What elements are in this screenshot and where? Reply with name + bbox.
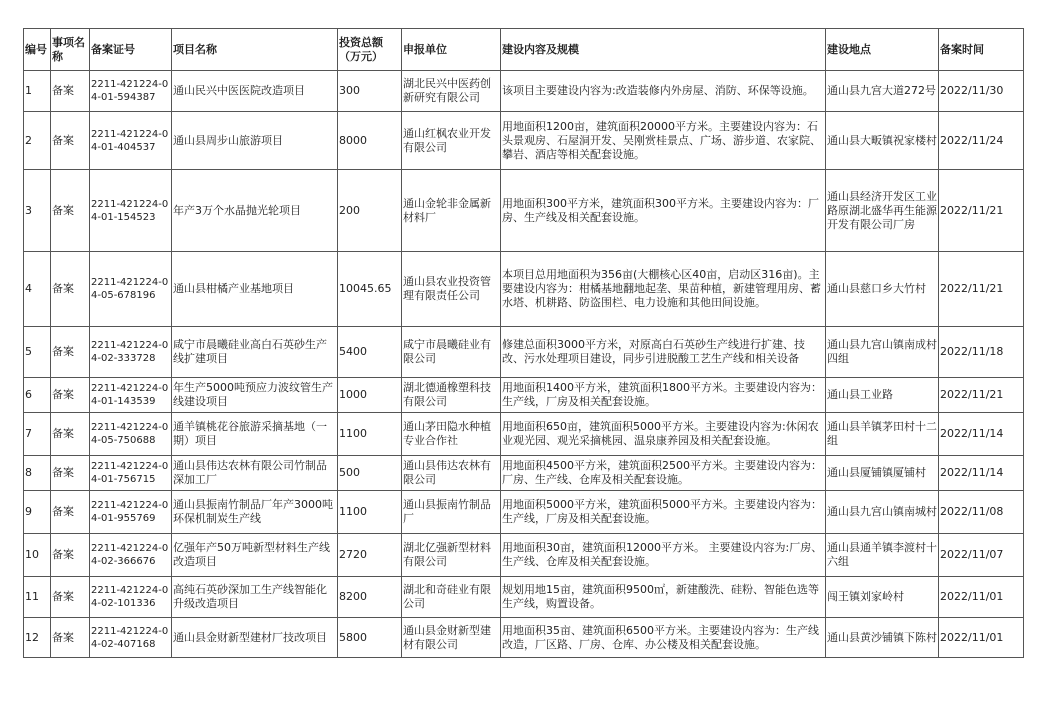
header-applicant: 申报单位 — [402, 29, 501, 71]
cell-filing-id: 2211-421224-04-01-594387 — [90, 71, 172, 112]
cell-location: 通山县经济开发区工业路原湖北盛华再生能源开发有限公司厂房 — [826, 170, 939, 252]
cell-project-name: 年生产5000吨预应力波纹管生产线建设项目 — [172, 378, 338, 413]
header-location: 建设地点 — [826, 29, 939, 71]
cell-item-name: 备案 — [51, 534, 90, 577]
cell-applicant: 通山金轮非金属新材料厂 — [402, 170, 501, 252]
table-row — [24, 252, 1024, 327]
cell-applicant: 通山茅田隐水种植专业合作社 — [402, 413, 501, 456]
cell-location: 通山县羊镇茅田村十二组 — [826, 413, 939, 456]
cell-location: 通山县工业路 — [826, 378, 939, 413]
header-content: 建设内容及规模 — [501, 29, 826, 71]
table-row — [24, 618, 1024, 658]
cell-investment: 1000 — [338, 378, 402, 413]
cell-filing-id: 2211-421224-04-02-101336 — [90, 577, 172, 618]
table-row — [24, 327, 1024, 378]
cell-number: 10 — [24, 534, 51, 577]
cell-investment: 10045.65 — [338, 252, 402, 327]
cell-filing-id: 2211-421224-04-01-955769 — [90, 491, 172, 534]
cell-content: 本项目总用地面积为356亩(大棚核心区40亩，启动区316亩)。主要建设内容为：柑橘基地翻地起垄、果苗种植，新建管理用房、蓄水塔、机耕路、防盗围栏、电力设施和其他田间设施。 — [501, 252, 826, 327]
cell-project-name: 通山县柑橘产业基地项目 — [172, 252, 338, 327]
project-filing-table — [23, 28, 1024, 658]
table-row — [24, 491, 1024, 534]
table-row — [24, 456, 1024, 491]
cell-item-name: 备案 — [51, 170, 90, 252]
cell-content: 用地面积30亩，建筑面积12000平方米。 主要建设内容为:厂房、生产线、仓库及相关配套设施。 — [501, 534, 826, 577]
cell-item-name: 备案 — [51, 577, 90, 618]
cell-filing-id: 2211-421224-04-05-678196 — [90, 252, 172, 327]
cell-item-name: 备案 — [51, 378, 90, 413]
cell-location: 通山县九宫大道272号 — [826, 71, 939, 112]
cell-investment: 5800 — [338, 618, 402, 658]
cell-location: 通山县大畈镇祝家楼村 — [826, 112, 939, 170]
cell-content: 用地面积1200亩，建筑面积20000平方米。主要建设内容为：石头景观房、石屋洞开发、吴刚赏桂景点、广场、游步道、农家院、攀岩、酒店等相关配套设施。 — [501, 112, 826, 170]
cell-number: 9 — [24, 491, 51, 534]
cell-investment: 8000 — [338, 112, 402, 170]
cell-location: 通山县慈口乡大竹村 — [826, 252, 939, 327]
cell-investment: 300 — [338, 71, 402, 112]
cell-date: 2022/11/08 — [939, 491, 1024, 534]
cell-date: 2022/11/01 — [939, 618, 1024, 658]
cell-item-name: 备案 — [51, 491, 90, 534]
header-number: 编号 — [24, 29, 51, 71]
cell-date: 2022/11/21 — [939, 378, 1024, 413]
cell-number: 5 — [24, 327, 51, 378]
cell-investment: 2720 — [338, 534, 402, 577]
cell-project-name: 亿强年产50万吨新型材料生产线改造项目 — [172, 534, 338, 577]
cell-number: 7 — [24, 413, 51, 456]
cell-filing-id: 2211-421224-04-02-407168 — [90, 618, 172, 658]
cell-item-name: 备案 — [51, 327, 90, 378]
cell-project-name: 高纯石英砂深加工生产线智能化升级改造项目 — [172, 577, 338, 618]
cell-investment: 5400 — [338, 327, 402, 378]
cell-item-name: 备案 — [51, 456, 90, 491]
cell-filing-id: 2211-421224-04-02-333728 — [90, 327, 172, 378]
cell-location: 通山县九宫山镇南成村四组 — [826, 327, 939, 378]
cell-content: 用地面积4500平方米，建筑面积2500平方米。主要建设内容为：厂房、生产线、仓库及相关配套设施。 — [501, 456, 826, 491]
table-row — [24, 534, 1024, 577]
cell-date: 2022/11/01 — [939, 577, 1024, 618]
cell-item-name: 备案 — [51, 112, 90, 170]
cell-content: 用地面积35亩、建筑面积6500平方米。主要建设内容为：生产线改造，厂区路、厂房、仓库、办公楼及相关配套设施。 — [501, 618, 826, 658]
cell-location: 通山县九宫山镇南城村 — [826, 491, 939, 534]
cell-date: 2022/11/18 — [939, 327, 1024, 378]
cell-number: 4 — [24, 252, 51, 327]
cell-applicant: 通山县农业投资管理有限责任公司 — [402, 252, 501, 327]
cell-item-name: 备案 — [51, 252, 90, 327]
cell-date: 2022/11/14 — [939, 456, 1024, 491]
cell-applicant: 通山县振南竹制品厂 — [402, 491, 501, 534]
header-project-name: 项目名称 — [172, 29, 338, 71]
cell-location: 通山县黄沙铺镇下陈村 — [826, 618, 939, 658]
cell-number: 6 — [24, 378, 51, 413]
cell-date: 2022/11/07 — [939, 534, 1024, 577]
cell-applicant: 湖北民兴中医药创新研究有限公司 — [402, 71, 501, 112]
cell-applicant: 通山县金财新型建材有限公司 — [402, 618, 501, 658]
table-row — [24, 413, 1024, 456]
header-date: 备案时间 — [939, 29, 1024, 71]
cell-content: 用地面积1400平方米，建筑面积1800平方米。主要建设内容为：生产线，厂房及相关配套设施。 — [501, 378, 826, 413]
cell-project-name: 年产3万个水晶抛光轮项目 — [172, 170, 338, 252]
cell-location: 通山县通羊镇李渡村十六组 — [826, 534, 939, 577]
cell-applicant: 湖北和奇硅业有限公司 — [402, 577, 501, 618]
cell-applicant: 咸宁市晨曦硅业有限公司 — [402, 327, 501, 378]
table-header-row — [24, 29, 1024, 71]
cell-project-name: 咸宁市晨曦硅业高白石英砂生产线扩建项目 — [172, 327, 338, 378]
cell-number: 11 — [24, 577, 51, 618]
cell-project-name: 通羊镇桃花谷旅游采摘基地（一期）项目 — [172, 413, 338, 456]
table-body — [24, 71, 1024, 658]
cell-project-name: 通山县金财新型建材厂技改项目 — [172, 618, 338, 658]
cell-date: 2022/11/24 — [939, 112, 1024, 170]
cell-item-name: 备案 — [51, 413, 90, 456]
table-row — [24, 378, 1024, 413]
cell-filing-id: 2211-421224-04-02-366676 — [90, 534, 172, 577]
table-row — [24, 71, 1024, 112]
cell-date: 2022/11/21 — [939, 170, 1024, 252]
table-row — [24, 577, 1024, 618]
cell-number: 3 — [24, 170, 51, 252]
cell-item-name: 备案 — [51, 618, 90, 658]
cell-investment: 1100 — [338, 491, 402, 534]
cell-number: 12 — [24, 618, 51, 658]
cell-investment: 500 — [338, 456, 402, 491]
table-row — [24, 112, 1024, 170]
cell-number: 8 — [24, 456, 51, 491]
cell-project-name: 通山县伟达农林有限公司竹制品深加工厂 — [172, 456, 338, 491]
cell-filing-id: 2211-421224-04-01-143539 — [90, 378, 172, 413]
cell-investment: 8200 — [338, 577, 402, 618]
cell-filing-id: 2211-421224-04-05-750688 — [90, 413, 172, 456]
cell-date: 2022/11/21 — [939, 252, 1024, 327]
table-row — [24, 170, 1024, 252]
cell-applicant: 通山红枫农业开发有限公司 — [402, 112, 501, 170]
cell-project-name: 通山民兴中医医院改造项目 — [172, 71, 338, 112]
cell-applicant: 通山县伟达农林有限公司 — [402, 456, 501, 491]
cell-content: 规划用地15亩，建筑面积9500㎡，新建酸洗、硅粉、智能色选等生产线，购置设备。 — [501, 577, 826, 618]
cell-date: 2022/11/14 — [939, 413, 1024, 456]
cell-filing-id: 2211-421224-04-01-404537 — [90, 112, 172, 170]
cell-number: 2 — [24, 112, 51, 170]
header-investment: 投资总额（万元） — [338, 29, 402, 71]
cell-investment: 200 — [338, 170, 402, 252]
cell-filing-id: 2211-421224-04-01-154523 — [90, 170, 172, 252]
cell-filing-id: 2211-421224-04-01-756715 — [90, 456, 172, 491]
cell-date: 2022/11/30 — [939, 71, 1024, 112]
cell-project-name: 通山县周步山旅游项目 — [172, 112, 338, 170]
header-item-name: 事项名称 — [51, 29, 90, 71]
cell-content: 该项目主要建设内容为:改造装修内外房屋、消防、环保等设施。 — [501, 71, 826, 112]
cell-location: 闯王镇刘家岭村 — [826, 577, 939, 618]
cell-number: 1 — [24, 71, 51, 112]
cell-content: 修建总面积3000平方米，对原高白石英砂生产线进行扩建、技改、污水处理项目建设，同步引进脱酸工艺生产线和相关设备 — [501, 327, 826, 378]
cell-investment: 1100 — [338, 413, 402, 456]
cell-content: 用地面积300平方米，建筑面积300平方米。主要建设内容为：厂房、生产线及相关配套设施。 — [501, 170, 826, 252]
cell-project-name: 通山县振南竹制品厂年产3000吨环保机制炭生产线 — [172, 491, 338, 534]
cell-content: 用地面积650亩，建筑面积5000平方米。主要建设内容为:休闲农业观光园、观光采摘桃园、温泉康养园及相关配套设施。 — [501, 413, 826, 456]
cell-applicant: 湖北德通橡塑科技有限公司 — [402, 378, 501, 413]
cell-applicant: 湖北亿强新型材料有限公司 — [402, 534, 501, 577]
cell-content: 用地面积5000平方米，建筑面积5000平方米。主要建设内容为：生产线，厂房及相关配套设施。 — [501, 491, 826, 534]
cell-item-name: 备案 — [51, 71, 90, 112]
cell-location: 通山县厦铺镇厦铺村 — [826, 456, 939, 491]
header-filing-id: 备案证号 — [90, 29, 172, 71]
